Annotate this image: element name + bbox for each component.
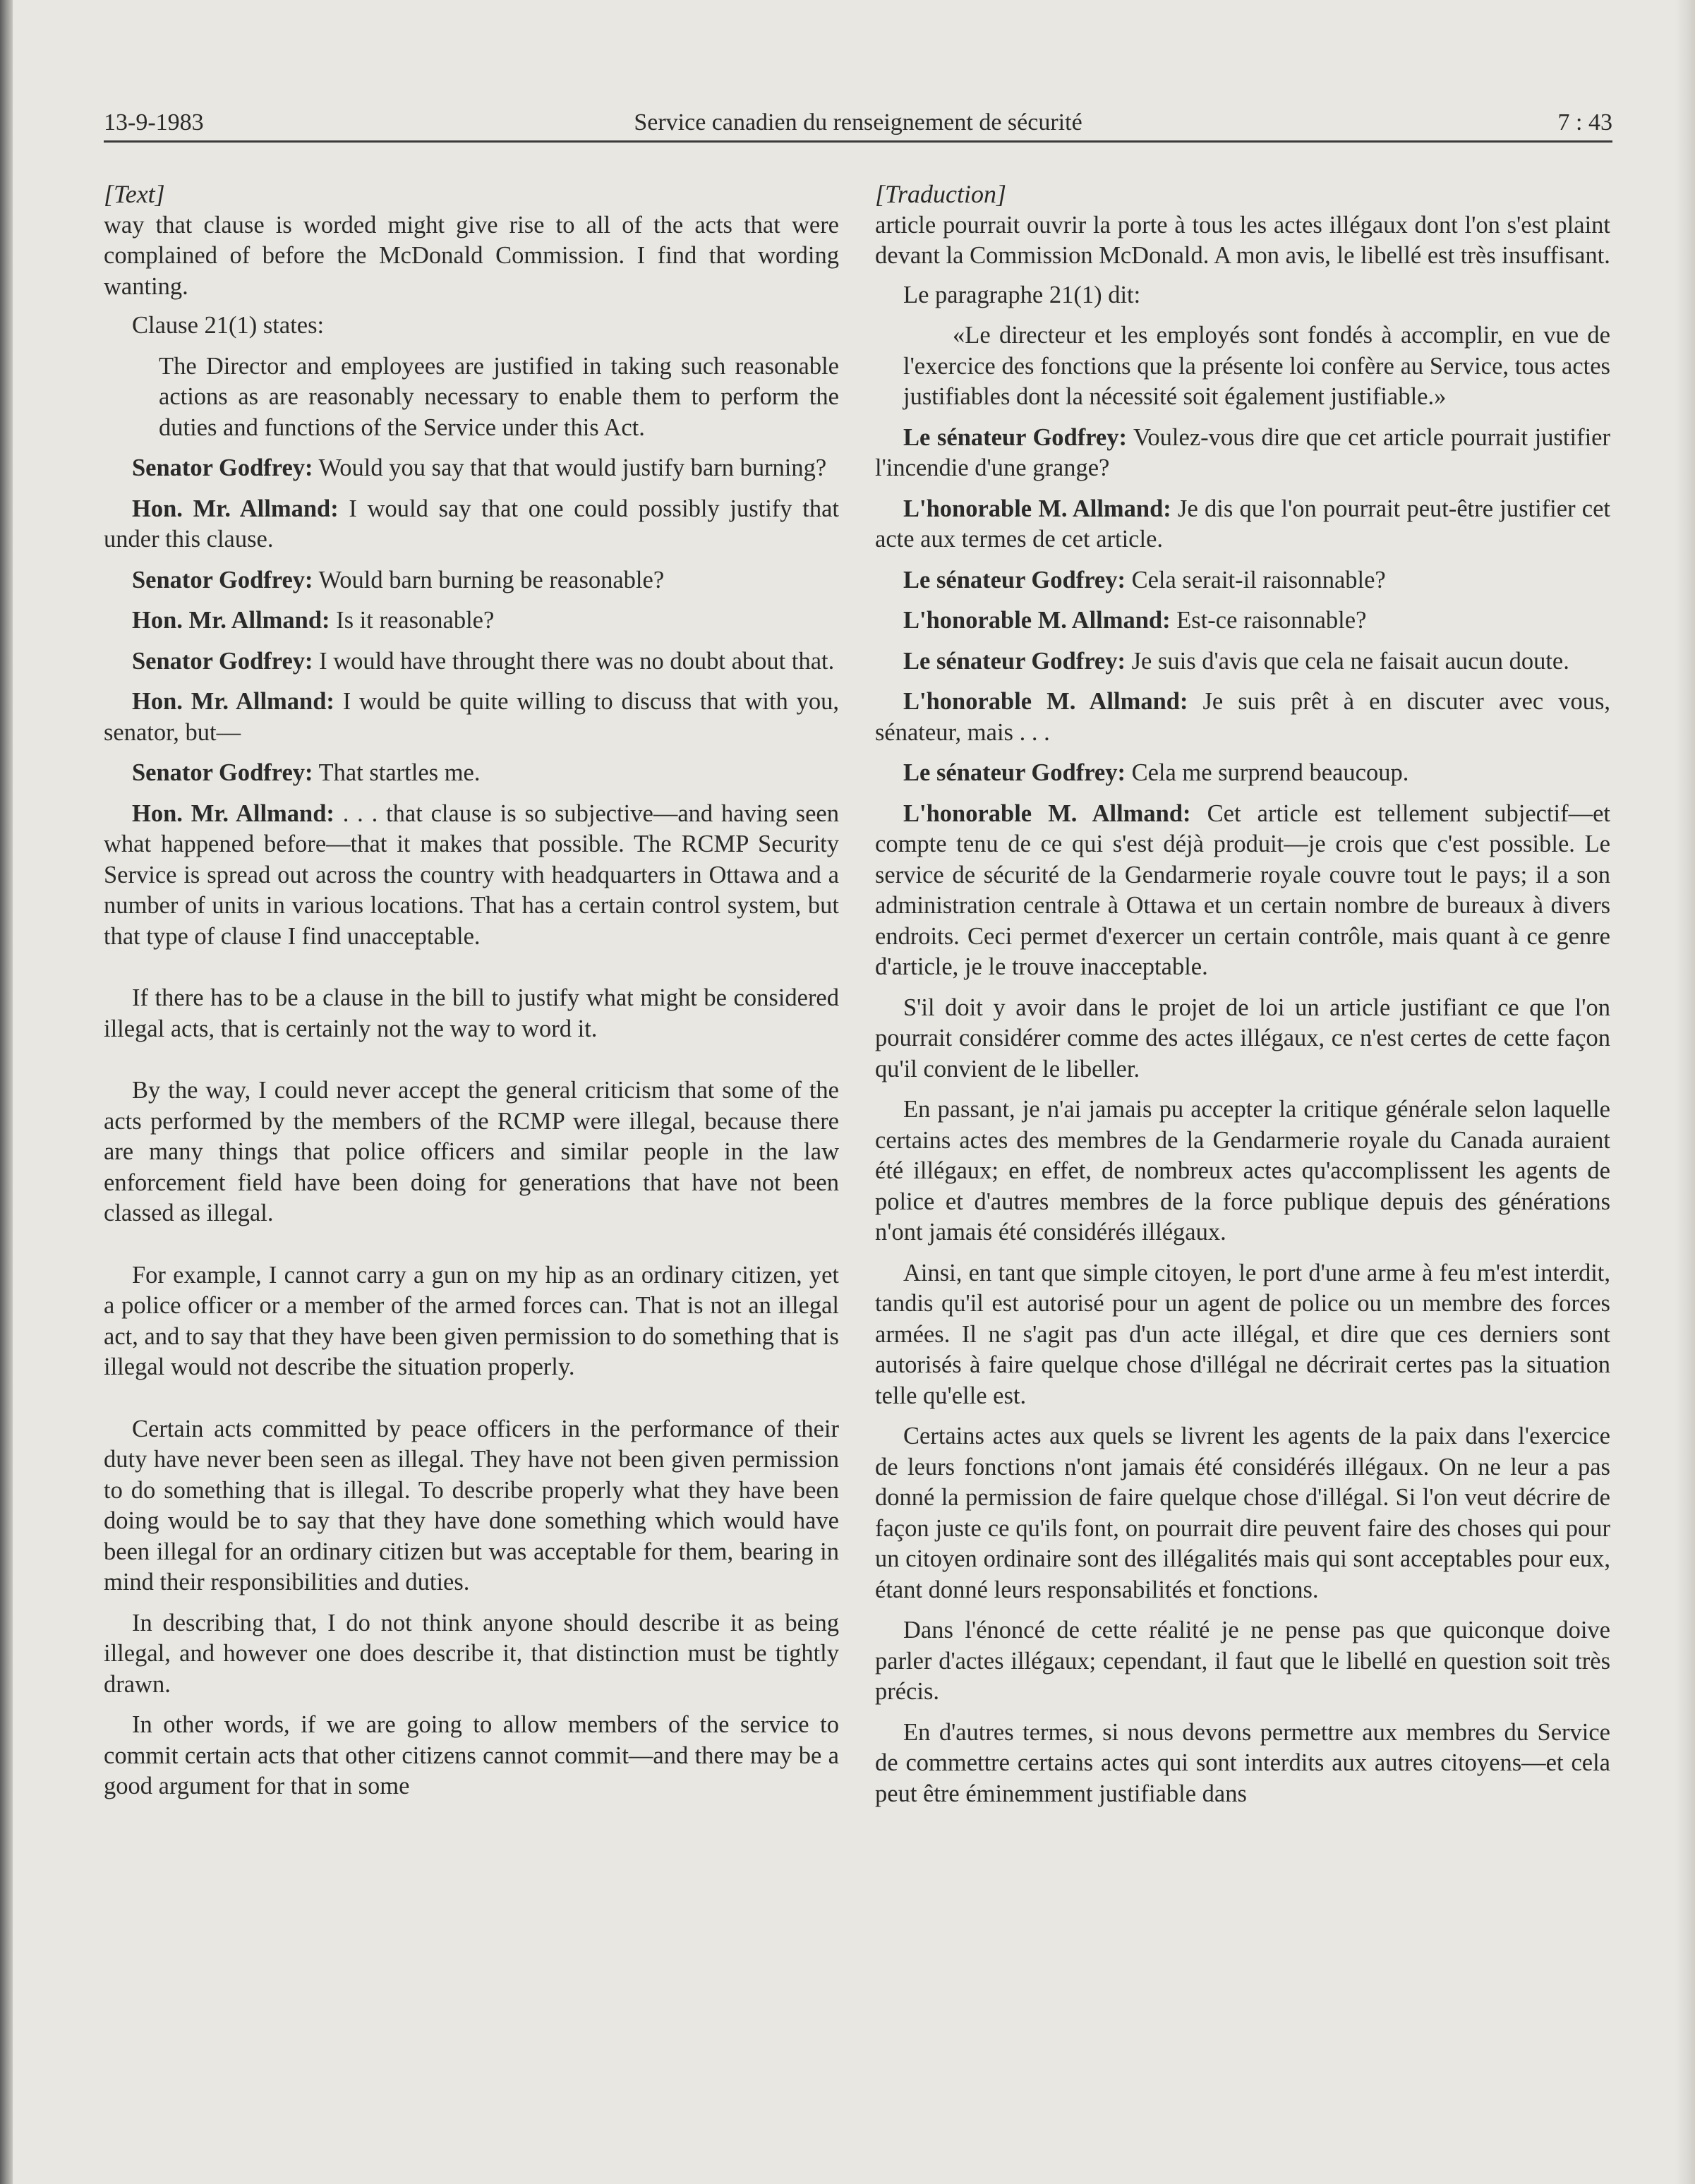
paragraph: Ainsi, en tant que simple citoyen, le port d'une arme à feu m'est interdit, tandis qu'il est autorisé pour un agent de police ou un membre des forces armées. Il ne s'agit pas d'un acte illégal, et dire que ces derniers sont autorisés à faire quelque chose d'illégal ne décrirait certes pas la situation telle qu'elle est. [875, 1259, 1610, 1409]
speech-text: Voulez-vous dire que cet article pourrait justifier l'incendie d'une grange? [875, 423, 1610, 481]
speaker-name: Hon. Mr. Allmand: [132, 688, 334, 715]
speaker-name: L'honorable M. Allmand: [903, 800, 1191, 827]
dialogue-entry [104, 605, 839, 637]
paragraph: Le paragraphe 21(1) dit: [903, 281, 1141, 308]
paragraph: way that clause is worded might give rise to all of the acts that were complained of before the McDonald Commission. I find that wording wanting. [104, 211, 839, 300]
dialogue-entry [875, 605, 1610, 637]
speaker-name: L'honorable M. Allmand: [903, 688, 1188, 715]
speech-text: Je dis que l'on pourrait peut-être justifier cet acte aux termes de cet article. [875, 495, 1611, 553]
dialogue-entry [875, 565, 1610, 596]
paragraph: In describing that, I do not think anyone should describe it as being illegal, and however one does describe it, that distinction must be tightly drawn. [104, 1609, 839, 1698]
paragraph: Clause 21(1) states: [132, 312, 325, 339]
speech-text: Would you say that that would justify barn burning? [313, 454, 827, 481]
speaker-name: L'honorable M. Allmand: [903, 607, 1171, 634]
paragraph: article pourrait ouvrir la porte à tous les actes illégaux dont l'on s'est plaint devant la Commission McDonald. A mon avis, le libellé est très insuffisant. [875, 211, 1610, 269]
running-header [104, 107, 1612, 141]
dialogue-entry [875, 494, 1610, 555]
binding-edge [0, 0, 13, 2184]
speech-text: Je suis prêt à en discuter avec vous, sénateur, mais . . . [875, 688, 1611, 746]
header-title: Service canadien du renseignement de sécurité [634, 109, 1082, 135]
french-column [875, 179, 1610, 1809]
paragraph: If there has to be a clause in the bill to justify what might be considered illegal acts, that is certainly not the way to word it. [104, 984, 839, 1042]
dialogue-entry [104, 799, 839, 953]
speech-text: Est-ce raisonnable? [1170, 607, 1367, 634]
speech-text: . . . that clause is so subjective—and having seen what happened before—that it makes that possible. The RCMP Security Service is spread out across the country with headquarters in Ottawa and a number of units in various locations. That has a certain control system, but that type of clause I find unacceptable. [104, 800, 839, 950]
speaker-name: Le sénateur Godfrey: [903, 423, 1127, 451]
header-rule [104, 140, 1612, 143]
speaker-name: Hon. Mr. Allmand: [132, 495, 339, 522]
speech-text: That startles me. [313, 759, 481, 786]
speech-text: Je suis d'avis que cela ne faisait aucun doute. [1125, 647, 1569, 675]
speech-text: I would be quite willing to discuss that with you, senator, but— [104, 688, 839, 746]
speaker-name: Hon. Mr. Allmand: [132, 800, 334, 827]
language-label: [Traduction] [875, 180, 1007, 208]
dialogue-entry [104, 646, 839, 677]
speaker-name: Senator Godfrey: [132, 566, 313, 593]
paragraph: En passant, je n'ai jamais pu accepter la critique générale selon laquelle certains actes des membres de la Gendarmerie royale du Canada auraient été illégaux; en effet, de nombreux actes qu'accomplissent les agents de police et d'autres membres de la force publique depuis des générations n'ont jamais été considérés illégaux. [875, 1096, 1610, 1245]
speaker-name: Hon. Mr. Allmand: [132, 607, 330, 634]
speech-text: Cet article est tellement subjectif—et compte tenu de ce qui s'est déjà produit—je crois que c'est possible. Le service de sécurité de la Gendarmerie royale couvre tout le pays; il a son administration centrale à Ottawa et un certain nombre de bureaux à divers endroits. Ceci permet d'exercer un certain contrôle, mais quant à ce genre d'article, je le trouve inacceptable. [875, 800, 1611, 980]
speaker-name: Le sénateur Godfrey: [903, 759, 1126, 786]
dialogue-entry [104, 494, 839, 555]
speech-text: Is it reasonable? [330, 607, 495, 634]
speaker-name: Senator Godfrey: [132, 759, 313, 786]
page-edge [1675, 0, 1695, 2184]
dialogue-entry [875, 799, 1610, 983]
page-number: 7 : 43 [1557, 109, 1612, 135]
dialogue-entry [875, 758, 1610, 789]
speech-text: Cela serait-il raisonnable? [1125, 566, 1386, 593]
speaker-name: Le sénateur Godfrey: [903, 647, 1126, 675]
paragraph: For example, I cannot carry a gun on my hip as an ordinary citizen, yet a police officer or a member of the armed forces can. That is not an illegal act, and to say that they have been given permission to do something that is illegal would not describe the situation properly. [104, 1261, 839, 1380]
dialogue-entry [104, 758, 839, 789]
speech-text: I would have throught there was no doubt about that. [313, 647, 835, 675]
speech-text: I would say that one could possibly justify that under this clause. [104, 495, 839, 553]
speech-text: Would barn burning be reasonable? [313, 566, 665, 593]
paragraph: En d'autres termes, si nous devons permettre aux membres du Service de commettre certains actes qui sont interdits aux autres citoyens—et cela peut être éminemment justifiable dans [875, 1718, 1610, 1807]
paragraph: Certains actes aux quels se livrent les agents de la paix dans l'exercice de leurs fonctions n'ont jamais été considérés illégaux. On ne leur a pas donné la permission de faire quelque chose d'illégal. Si l'on veut décrire de façon juste ce qu'ils font, on pourrait dire peuvent faire des choses qui pour un citoyen ordinaire sont des illégalités mais qui sont acceptables pour eux, étant donné leurs responsabilités et fonctions. [875, 1423, 1610, 1603]
speech-text: Cela me surprend beaucoup. [1125, 759, 1409, 786]
dialogue-entry [875, 646, 1610, 677]
dialogue-entry [875, 687, 1610, 748]
paragraph: S'il doit y avoir dans le projet de loi un article justifiant ce que l'on pourrait considérer comme des actes illégaux, ce n'est certes de cette façon qu'il convient de le libeller. [875, 994, 1610, 1082]
paragraph: In other words, if we are going to allow members of the service to commit certain acts that other citizens cannot commit—and there may be a good argument for that in some [104, 1711, 839, 1799]
speaker-name: L'honorable M. Allmand: [903, 495, 1171, 522]
dialogue-entry [104, 565, 839, 596]
dialogue-entry [875, 423, 1610, 484]
paragraph: Dans l'énoncé de cette réalité je ne pense pas que quiconque doive parler d'actes illégaux; cependant, il faut que le libellé en question soit très précis. [875, 1617, 1610, 1705]
english-column [104, 179, 839, 1802]
block-quote: The Director and employees are justified in taking such reasonable actions as are reasonably necessary to enable them to perform the duties and functions of the Service under this Act. [159, 352, 839, 441]
dialogue-entry [104, 453, 839, 484]
paragraph: Certain acts committed by peace officers in the performance of their duty have never been seen as illegal. They have not been given permission to do something that is illegal. To describe properly what they have been doing would be to say that they have done something which would have been illegal for an ordinary citizen but was acceptable for them, bearing in mind their responsibilities and duties. [104, 1415, 839, 1595]
speaker-name: Senator Godfrey: [132, 454, 313, 481]
speaker-name: Le sénateur Godfrey: [903, 566, 1126, 593]
speaker-name: Senator Godfrey: [132, 647, 313, 675]
language-label: [Text] [104, 180, 165, 208]
header-date: 13-9-1983 [104, 109, 204, 135]
block-quote: «Le directeur et les employés sont fondés à accomplir, en vue de l'exercice des fonctions que la présente loi confère au Service, tous actes justifiables dont la nécessité soit également justifiable.» [903, 322, 1610, 410]
paragraph: By the way, I could never accept the general criticism that some of the acts performed by the members of the RCMP were illegal, because there are many things that police officers and similar people in the law enforcement field have been doing for generations that have not been classed as illegal. [104, 1077, 839, 1226]
dialogue-entry [104, 687, 839, 748]
